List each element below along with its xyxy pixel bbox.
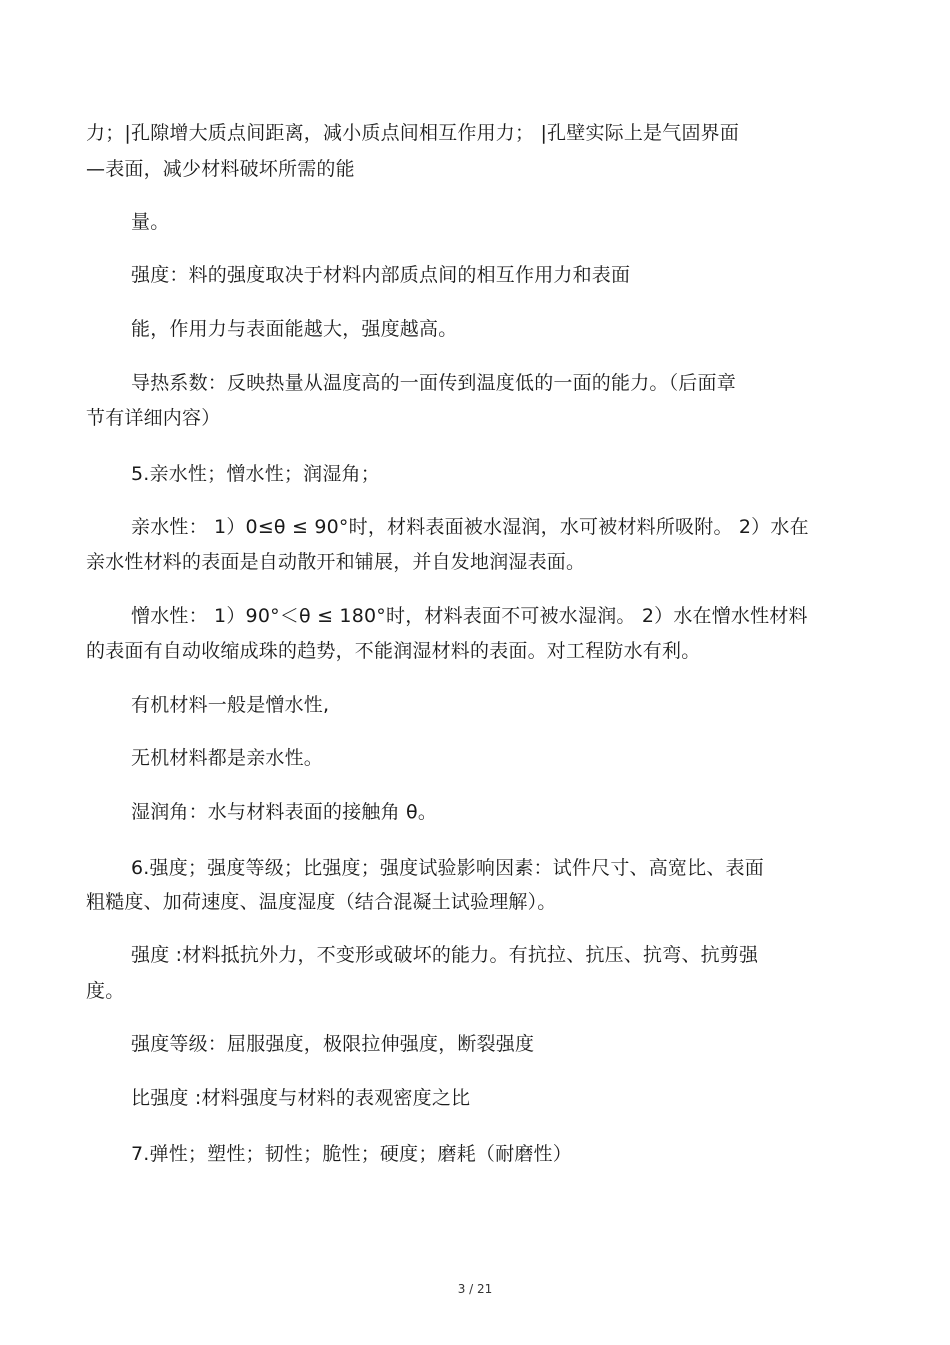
text-line: 强度等级：屈服强度，极限拉伸强度，断裂强度 xyxy=(131,1033,535,1055)
text-line: 憎水性： 1）90°＜θ ≤ 180°时，材料表面不可被水湿润。 2）水在憎水性材料 xyxy=(131,605,808,627)
text-line: 粗糙度、加荷速度、温度湿度（结合混凝土试验理解）。 xyxy=(86,891,557,913)
section-heading: 5.亲水性；憎水性；润湿角； xyxy=(131,463,380,485)
page-number: 3 / 21 xyxy=(457,1282,493,1296)
text-line: 湿润角：水与材料表面的接触角 θ。 xyxy=(131,801,438,823)
text-line: 力；|孔隙增大质点间距离，减小质点间相互作用力； |孔壁实际上是气固界面 xyxy=(86,122,740,144)
text-line: 亲水性： 1）0≤θ ≤ 90°时，材料表面被水湿润，水可被材料所吸附。 2）水在 xyxy=(131,516,809,538)
section-heading: 7.弹性；塑性；韧性；脆性；硬度；磨耗（耐磨性） xyxy=(131,1143,572,1165)
text-line: 量。 xyxy=(131,211,170,233)
text-line: 比强度 :材料强度与材料的表观密度之比 xyxy=(131,1087,471,1109)
text-line: 强度：料的强度取决于材料内部质点间的相互作用力和表面 xyxy=(131,264,631,286)
text-line: 能，作用力与表面能越大，强度越高。 xyxy=(131,318,458,340)
section-heading: 6.强度；强度等级；比强度；强度试验影响因素：试件尺寸、高宽比、表面 xyxy=(131,857,764,879)
text-line: 有机材料一般是憎水性, xyxy=(131,694,330,716)
text-line: 导热系数：反映热量从温度高的一面传到温度低的一面的能力。（后面章 xyxy=(131,372,736,394)
text-line: 强度 :材料抵抗外力，不变形或破坏的能力。有抗拉、抗压、抗弯、抗剪强 xyxy=(131,944,759,966)
text-line: 亲水性材料的表面是自动散开和铺展，并自发地润湿表面。 xyxy=(86,551,586,573)
text-line: 度。 xyxy=(86,980,125,1002)
text-line: 节有详细内容） xyxy=(86,407,221,429)
text-line: —表面，减少材料破坏所需的能 xyxy=(86,158,355,180)
text-line: 无机材料都是亲水性。 xyxy=(131,747,324,769)
text-line: 的表面有自动收缩成珠的趋势，不能润湿材料的表面。对工程防水有利。 xyxy=(86,640,701,662)
